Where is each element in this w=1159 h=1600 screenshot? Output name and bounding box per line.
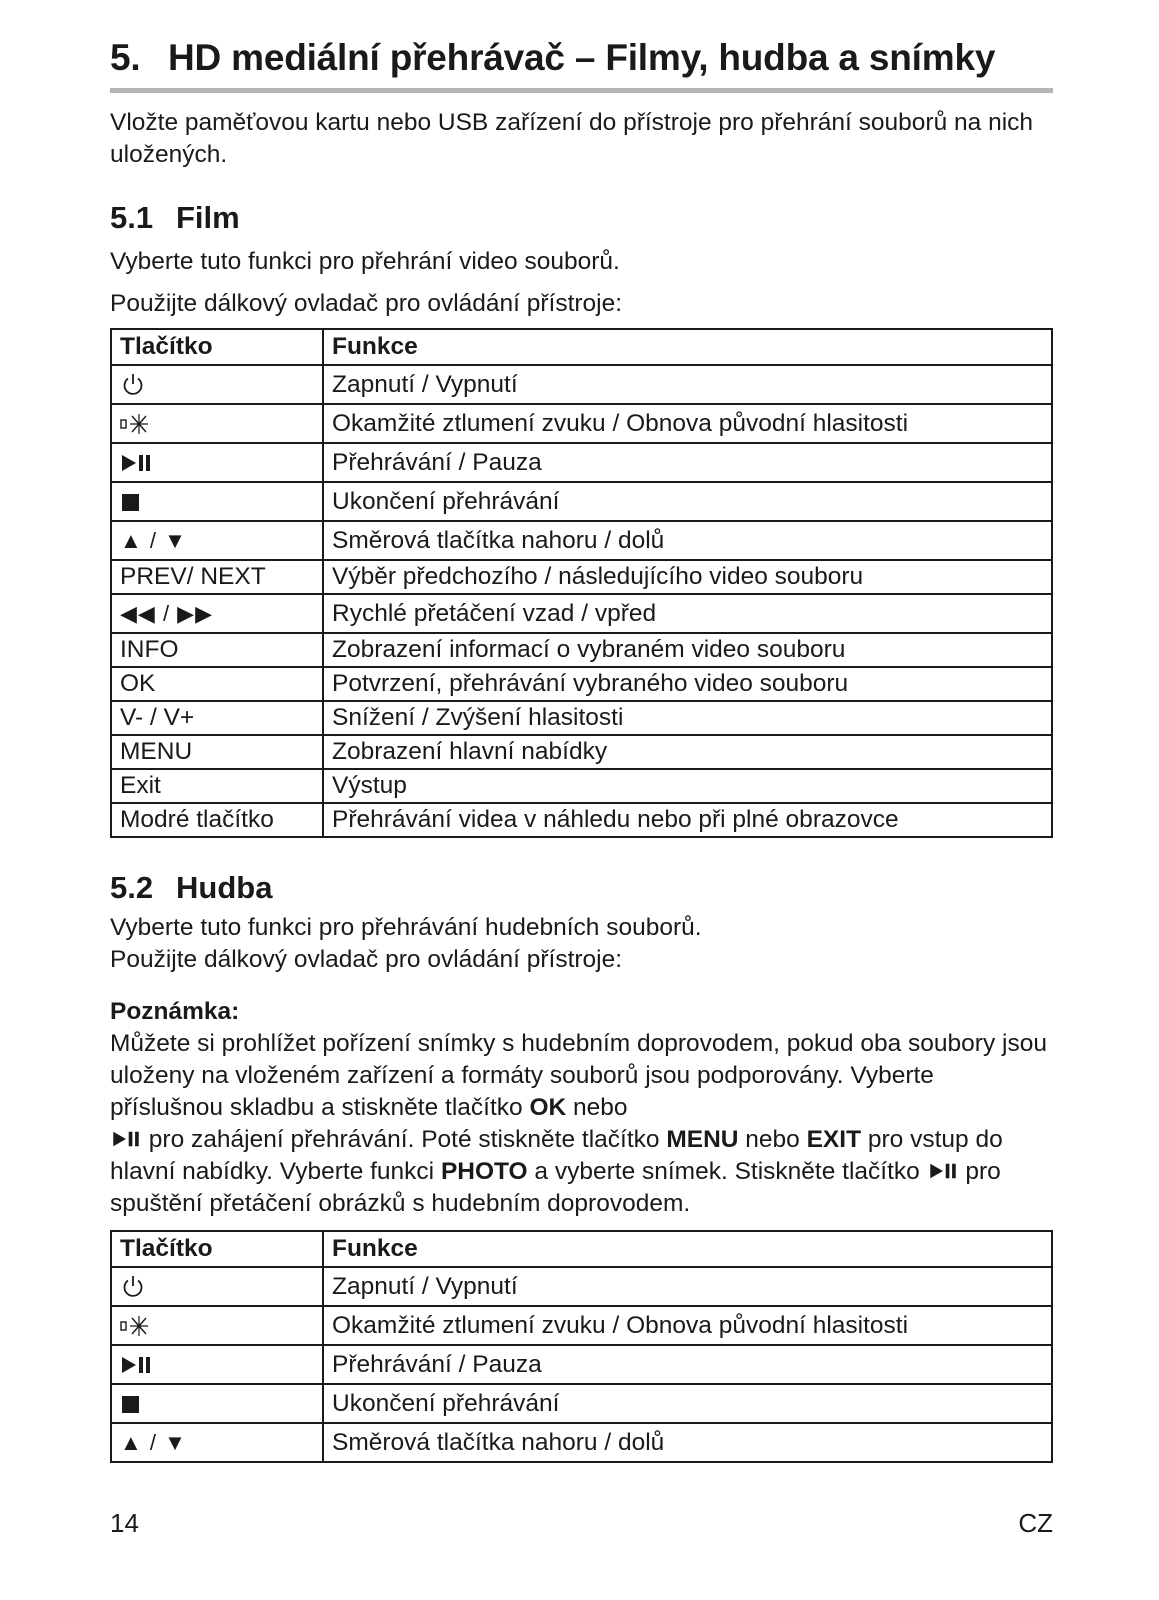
play-pause-icon (120, 452, 152, 474)
table-row (111, 443, 1052, 482)
table-row (111, 1345, 1052, 1384)
note-paragraph: Můžete si prohlížet pořízení snímky s hudebním doprovodem, pokud oba soubory jsou uloženy na vloženém zařízení a formáty souborů jsou podporovány. Vyberte příslušnou skladbu a stiskněte tlačítko OK nebo pro zahájení přehrávání. Poté stiskněte tlačítko MENU nebo EXIT pro vstup do hlavní nabídky. Vyberte funkci PHOTO a vyberte snímek. Stiskněte tlačítko pro spuštění přetáčení obrázků s hudebním doprovodem. (110, 1030, 1047, 1217)
chapter-heading (110, 36, 1053, 93)
function-cell: Výstup (323, 769, 1052, 803)
power-icon (120, 372, 146, 398)
stop-icon (120, 491, 142, 513)
key-cell (111, 482, 323, 521)
table-row (111, 594, 1052, 633)
table-row (111, 633, 1052, 667)
table-row (111, 1423, 1052, 1462)
function-cell: Zobrazení informací o vybraném video souboru (323, 633, 1052, 667)
rewind-forward-icon: ◀◀ / ▶▶ (111, 594, 323, 633)
table-row (111, 701, 1052, 735)
mute-icon (120, 1314, 150, 1338)
language-code: CZ (1018, 1508, 1053, 1538)
key-cell: INFO (111, 633, 323, 667)
key-cell (111, 404, 323, 443)
table-row (111, 404, 1052, 443)
key-cell (111, 1267, 323, 1306)
key-cell: V- / V+ (111, 701, 323, 735)
function-cell: Přehrávání / Pauza (323, 1345, 1052, 1384)
ok-label: OK (529, 1094, 567, 1121)
table-row (111, 769, 1052, 803)
header-function: Funkce (323, 329, 1052, 365)
film-paragraph-2: Použijte dálkový ovladač pro ovládání přístroje: (110, 290, 623, 317)
music-paragraph-2: Použijte dálkový ovladač pro ovládání přístroje: (110, 946, 623, 973)
power-icon (120, 1274, 146, 1300)
table-row (111, 735, 1052, 769)
photo-label: PHOTO (440, 1158, 528, 1185)
function-cell: Ukončení přehrávání (323, 482, 1052, 521)
section-heading-film (110, 198, 1053, 238)
play-pause-icon (120, 1354, 152, 1376)
music-paragraph-1: Vyberte tuto funkci pro přehrávání hudebních souborů. (110, 914, 702, 941)
key-cell (111, 1345, 323, 1384)
function-cell: Směrová tlačítka nahoru / dolů (323, 521, 1052, 560)
section-number: 5.1 (110, 200, 154, 235)
page-content (110, 36, 1053, 1463)
header-function: Funkce (323, 1231, 1052, 1267)
key-cell: Modré tlačítko (111, 803, 323, 837)
exit-label: EXIT (806, 1126, 862, 1153)
function-cell: Snížení / Zvýšení hlasitosti (323, 701, 1052, 735)
key-cell (111, 1384, 323, 1423)
table-row (111, 1384, 1052, 1423)
table-row (111, 365, 1052, 404)
chapter-title: HD mediální přehrávač – Filmy, hudba a snímky (168, 37, 996, 78)
mute-icon (120, 412, 150, 436)
header-button: Tlačítko (111, 329, 323, 365)
up-down-arrows-icon: ▲ / ▼ (111, 521, 323, 560)
section-title: Hudba (176, 870, 273, 905)
function-cell: Potvrzení, přehrávání vybraného video souboru (323, 667, 1052, 701)
function-cell: Zobrazení hlavní nabídky (323, 735, 1052, 769)
function-cell: Přehrávání videa v náhledu nebo při plné obrazovce (323, 803, 1052, 837)
key-cell (111, 365, 323, 404)
table-row (111, 521, 1052, 560)
table-row (111, 803, 1052, 837)
function-cell: Směrová tlačítka nahoru / dolů (323, 1423, 1052, 1462)
key-cell (111, 1306, 323, 1345)
film-paragraph-1: Vyberte tuto funkci pro přehrání video souborů. (110, 248, 620, 275)
function-cell: Okamžité ztlumení zvuku / Obnova původní hlasitosti (323, 404, 1052, 443)
header-button: Tlačítko (111, 1231, 323, 1267)
page-number: 14 (110, 1508, 139, 1538)
play-pause-icon (110, 1129, 142, 1149)
function-cell: Okamžité ztlumení zvuku / Obnova původní hlasitosti (323, 1306, 1052, 1345)
section-heading-music (110, 868, 1053, 908)
function-cell: Výběr předchozího / následujícího video souboru (323, 560, 1052, 594)
table-row (111, 1306, 1052, 1345)
stop-icon (120, 1393, 142, 1415)
page-footer (110, 1508, 1053, 1539)
key-cell (111, 443, 323, 482)
table-row (111, 667, 1052, 701)
section-title: Film (176, 200, 240, 235)
function-cell: Zapnutí / Vypnutí (323, 365, 1052, 404)
key-cell: PREV/ NEXT (111, 560, 323, 594)
section-number: 5.2 (110, 870, 154, 905)
key-cell: MENU (111, 735, 323, 769)
function-cell: Zapnutí / Vypnutí (323, 1267, 1052, 1306)
note-label: Poznámka: (110, 998, 240, 1025)
function-cell: Přehrávání / Pauza (323, 443, 1052, 482)
table-header-row (111, 329, 1052, 365)
table-row (111, 482, 1052, 521)
key-cell: OK (111, 667, 323, 701)
intro-paragraph: Vložte paměťovou kartu nebo USB zařízení do přístroje pro přehrání souborů na nich uložených. (110, 109, 1034, 168)
chapter-number: 5. (110, 37, 141, 78)
table-header-row (111, 1231, 1052, 1267)
table-row (111, 560, 1052, 594)
play-pause-icon (927, 1161, 959, 1181)
function-cell: Rychlé přetáčení vzad / vpřed (323, 594, 1052, 633)
key-cell: Exit (111, 769, 323, 803)
music-button-table (110, 1230, 1053, 1463)
function-cell: Ukončení přehrávání (323, 1384, 1052, 1423)
menu-label: MENU (666, 1126, 739, 1153)
up-down-arrows-icon: ▲ / ▼ (111, 1423, 323, 1462)
film-button-table (110, 328, 1053, 838)
table-row (111, 1267, 1052, 1306)
